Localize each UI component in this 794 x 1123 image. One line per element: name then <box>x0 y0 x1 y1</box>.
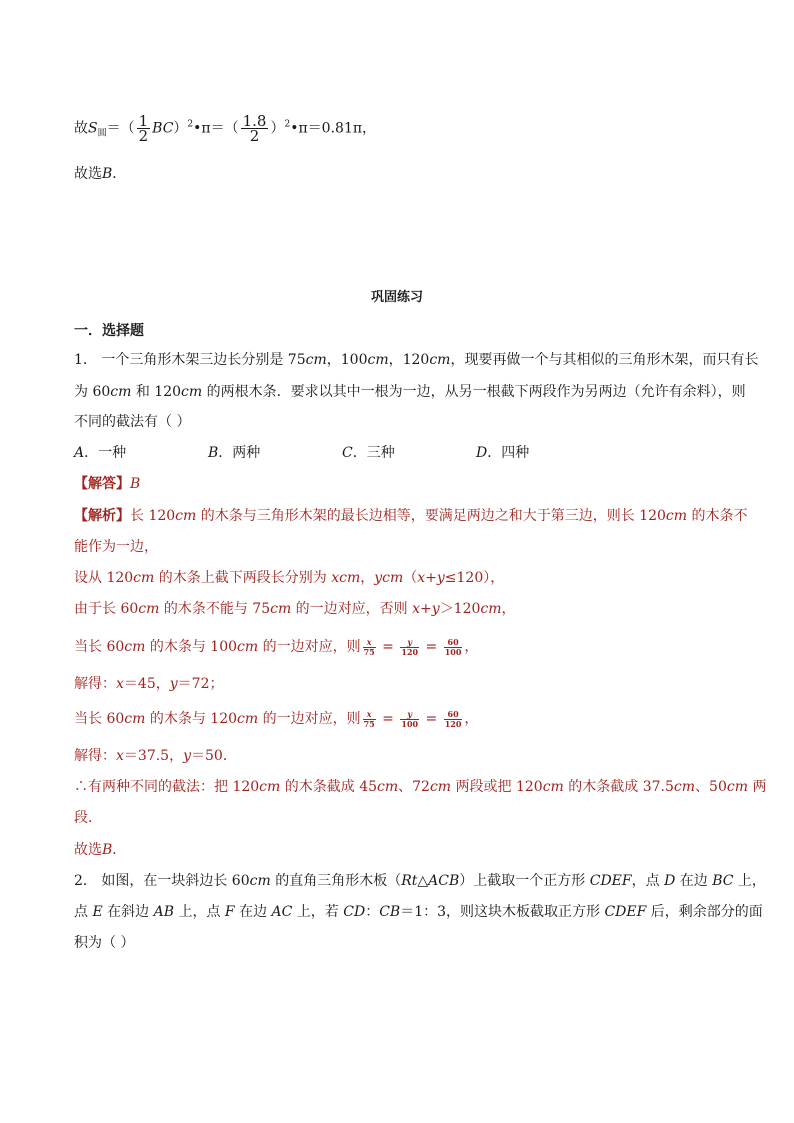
q1-analysis-1 <box>74 506 748 526</box>
text: ，100 <box>326 352 368 368</box>
fraction <box>444 710 463 729</box>
text: 、72 <box>398 779 430 795</box>
numerator: 1.8 <box>242 112 267 130</box>
text: ＝（ <box>106 120 135 137</box>
choose-line-top <box>74 164 724 184</box>
var: ycm <box>374 570 404 586</box>
text: 的木条截成 37.5 <box>563 779 674 795</box>
var: E <box>92 904 103 920</box>
var: CD <box>343 904 366 920</box>
equals: = <box>421 639 442 655</box>
text: 两 <box>748 779 767 795</box>
text: ，120 <box>388 352 430 368</box>
text: 点 <box>74 904 93 920</box>
text: 当长 60 <box>74 711 125 727</box>
numerator: 60 <box>444 710 463 720</box>
text: 解得： <box>74 676 116 692</box>
q2-line-3: 积为（ ） <box>74 935 135 951</box>
text: 故 <box>74 120 88 137</box>
text: ＝50． <box>191 748 237 764</box>
option-text: ．三种 <box>352 445 395 461</box>
denominator: 75 <box>363 646 375 657</box>
text: 故选 <box>74 166 102 182</box>
superscript: 2 <box>284 119 291 130</box>
q2-line-1 <box>74 871 766 891</box>
numerator: 1 <box>138 112 149 130</box>
area-formula-line <box>74 114 724 144</box>
var: CB <box>379 904 401 920</box>
q1-analysis-5 <box>74 637 724 657</box>
text: ， <box>501 601 516 617</box>
text: •π＝（ <box>193 120 239 137</box>
part-title: 一．选择题 <box>74 323 144 339</box>
var: x <box>116 676 124 692</box>
equals: = <box>377 711 399 727</box>
option-text: ．两种 <box>218 445 261 461</box>
unit: cm <box>673 779 696 795</box>
text: ＝45， <box>123 676 170 692</box>
fraction <box>444 638 463 657</box>
var: Rt <box>401 873 418 889</box>
text: ）上截取一个正方形 <box>459 873 590 889</box>
text: ） <box>173 120 188 137</box>
q1-options <box>74 443 724 463</box>
unit: cm <box>429 352 451 368</box>
text: ： <box>365 904 380 920</box>
var: y <box>183 748 191 764</box>
numerator: 60 <box>444 638 463 648</box>
fraction <box>363 710 376 729</box>
var: y <box>169 676 178 692</box>
option-b <box>208 443 342 463</box>
unit: cm <box>181 384 203 400</box>
q1-analysis-7 <box>74 709 724 729</box>
text: 两段或把 120 <box>451 779 543 795</box>
denominator: 2 <box>249 127 260 145</box>
var: xcm <box>331 570 361 586</box>
text: 当长 60 <box>74 639 125 655</box>
text: 的木条与 120 <box>145 711 238 727</box>
unit: cm <box>665 508 688 524</box>
q1-line-3: 不同的截法有（ ） <box>74 414 191 430</box>
text: ， <box>464 711 479 727</box>
q1-analysis-9 <box>74 777 767 797</box>
text: 在边 <box>675 873 713 889</box>
text: ∴有两种不同的截法：把 120 <box>74 779 260 795</box>
superscript: 2 <box>187 119 194 130</box>
fraction <box>400 638 419 657</box>
var: AC <box>271 904 293 920</box>
unit: cm <box>270 601 292 617</box>
numerator: y <box>400 710 419 720</box>
text: ＝72； <box>177 676 224 692</box>
text: （ <box>403 570 418 586</box>
unit: cm <box>377 779 399 795</box>
text: ． <box>112 166 127 182</box>
text: 的木条与 100 <box>145 639 238 655</box>
fraction-half <box>137 114 151 143</box>
unit: cm <box>542 779 564 795</box>
option-letter: B <box>208 445 219 461</box>
unit: cm <box>133 570 155 586</box>
text: ． <box>112 842 127 858</box>
var: ACB <box>428 873 460 889</box>
text: 2． 如图，在一块斜边长 60 <box>74 873 250 889</box>
unit: cm <box>259 779 281 795</box>
option-d <box>476 443 610 463</box>
unit: cm <box>237 711 259 727</box>
option-letter: A <box>74 445 85 461</box>
q1-analysis-3 <box>74 568 724 588</box>
denominator: 100 <box>401 718 419 729</box>
unit: cm <box>726 779 748 795</box>
analysis-label: 【解析】 <box>74 508 130 524</box>
text: 在边 <box>234 904 272 920</box>
text: 的一边对应，则 <box>258 639 361 655</box>
q1-analysis-6 <box>74 674 724 694</box>
numerator: y <box>400 638 419 648</box>
var-BC: BC <box>152 120 174 137</box>
text: 的木条截成 45 <box>280 779 378 795</box>
text: 后，剩余部分的面 <box>646 904 763 920</box>
q1-answer <box>74 474 724 494</box>
text: ＞120 <box>439 601 481 617</box>
answer-value: B <box>130 476 141 492</box>
denominator: 120 <box>401 646 419 657</box>
text: ， <box>464 639 479 655</box>
text: 长 120 <box>130 508 176 524</box>
text: 的木条不 <box>687 508 748 524</box>
choice-letter: B <box>102 166 113 182</box>
fraction <box>400 710 419 729</box>
unit: cm <box>124 711 146 727</box>
unit: cm <box>249 873 271 889</box>
text: •π＝0.81π， <box>290 120 377 137</box>
fraction <box>363 638 376 657</box>
denominator: 75 <box>363 718 375 729</box>
denominator: 2 <box>138 127 149 145</box>
text: 设从 120 <box>74 570 134 586</box>
q1-line-2 <box>74 382 746 402</box>
q1-analysis-8 <box>74 746 724 766</box>
var: CDEF <box>589 873 632 889</box>
option-letter: C <box>342 445 353 461</box>
choice-letter: B <box>102 842 113 858</box>
q1-analysis-10: 段． <box>74 810 102 826</box>
option-text: ．一种 <box>84 445 127 461</box>
text: 的木条不能与 75 <box>159 601 271 617</box>
unit: cm <box>175 508 197 524</box>
text: 的两根木条．要求以其中一根为一边，从另一根截下两段作为另两边（允许有余料），则 <box>202 384 746 400</box>
var: x+y <box>417 570 445 586</box>
text: 上，若 <box>292 904 344 920</box>
unit: cm <box>367 352 389 368</box>
denominator: 100 <box>444 646 462 657</box>
q1-line-1 <box>74 350 759 370</box>
var: x+y <box>412 601 440 617</box>
unit: cm <box>138 601 160 617</box>
equals: = <box>421 711 442 727</box>
text: ， <box>360 570 375 586</box>
triangle-symbol: △ <box>417 873 429 889</box>
text: 、50 <box>695 779 727 795</box>
fraction-1-8 <box>241 114 269 143</box>
answer-label: 【解答】 <box>74 476 130 492</box>
text: ） <box>270 120 285 137</box>
var: F <box>224 904 235 920</box>
option-text: ．四种 <box>487 445 530 461</box>
var: CDEF <box>604 904 647 920</box>
option-a <box>74 443 208 463</box>
text: 1． 一个三角形木架三边长分别是 75 <box>74 352 306 368</box>
unit: cm <box>110 384 132 400</box>
text: 的一边对应，则 <box>258 711 361 727</box>
text: ＝37.5， <box>123 748 184 764</box>
numerator: x <box>363 638 376 648</box>
q1-choose <box>74 840 724 860</box>
unit: cm <box>237 639 259 655</box>
unit: cm <box>124 639 146 655</box>
text: ，现要再做一个与其相似的三角形木架，而只有长 <box>450 352 759 368</box>
numerator: x <box>363 710 376 720</box>
var: AB <box>153 904 174 920</box>
text: 的一边对应，否则 <box>291 601 413 617</box>
text: 上，点 <box>174 904 225 920</box>
text: 在斜边 <box>102 904 154 920</box>
var-S: S <box>88 120 98 137</box>
option-c <box>342 443 476 463</box>
subscript: 圆 <box>97 128 107 139</box>
text: 由于长 60 <box>74 601 139 617</box>
text: 的木条上截下两段长分别为 <box>154 570 332 586</box>
q1-analysis-4 <box>74 599 724 619</box>
text: 为 60 <box>74 384 111 400</box>
option-letter: D <box>476 445 488 461</box>
text: 解得： <box>74 748 116 764</box>
text: ≤120）， <box>444 570 505 586</box>
equals: = <box>377 639 399 655</box>
text: 上， <box>733 873 766 889</box>
var: D <box>664 873 676 889</box>
text: 和 120 <box>131 384 182 400</box>
q1-analysis-2: 能作为一边， <box>74 539 158 555</box>
text: 故选 <box>74 842 102 858</box>
text: ＝1：3，则这块木板截取正方形 <box>400 904 605 920</box>
q2-line-2 <box>74 902 763 922</box>
unit: cm <box>480 601 502 617</box>
denominator: 120 <box>444 718 462 729</box>
var: BC <box>712 873 734 889</box>
var: x <box>116 748 124 764</box>
unit: cm <box>305 352 327 368</box>
text: 的木条与三角形木架的最长边相等，要满足两边之和大于第三边，则长 120 <box>196 508 666 524</box>
unit: cm <box>429 779 452 795</box>
text: 的直角三角形木板（ <box>270 873 402 889</box>
text: ，点 <box>631 873 665 889</box>
section-title: 巩固练习 <box>370 290 423 305</box>
